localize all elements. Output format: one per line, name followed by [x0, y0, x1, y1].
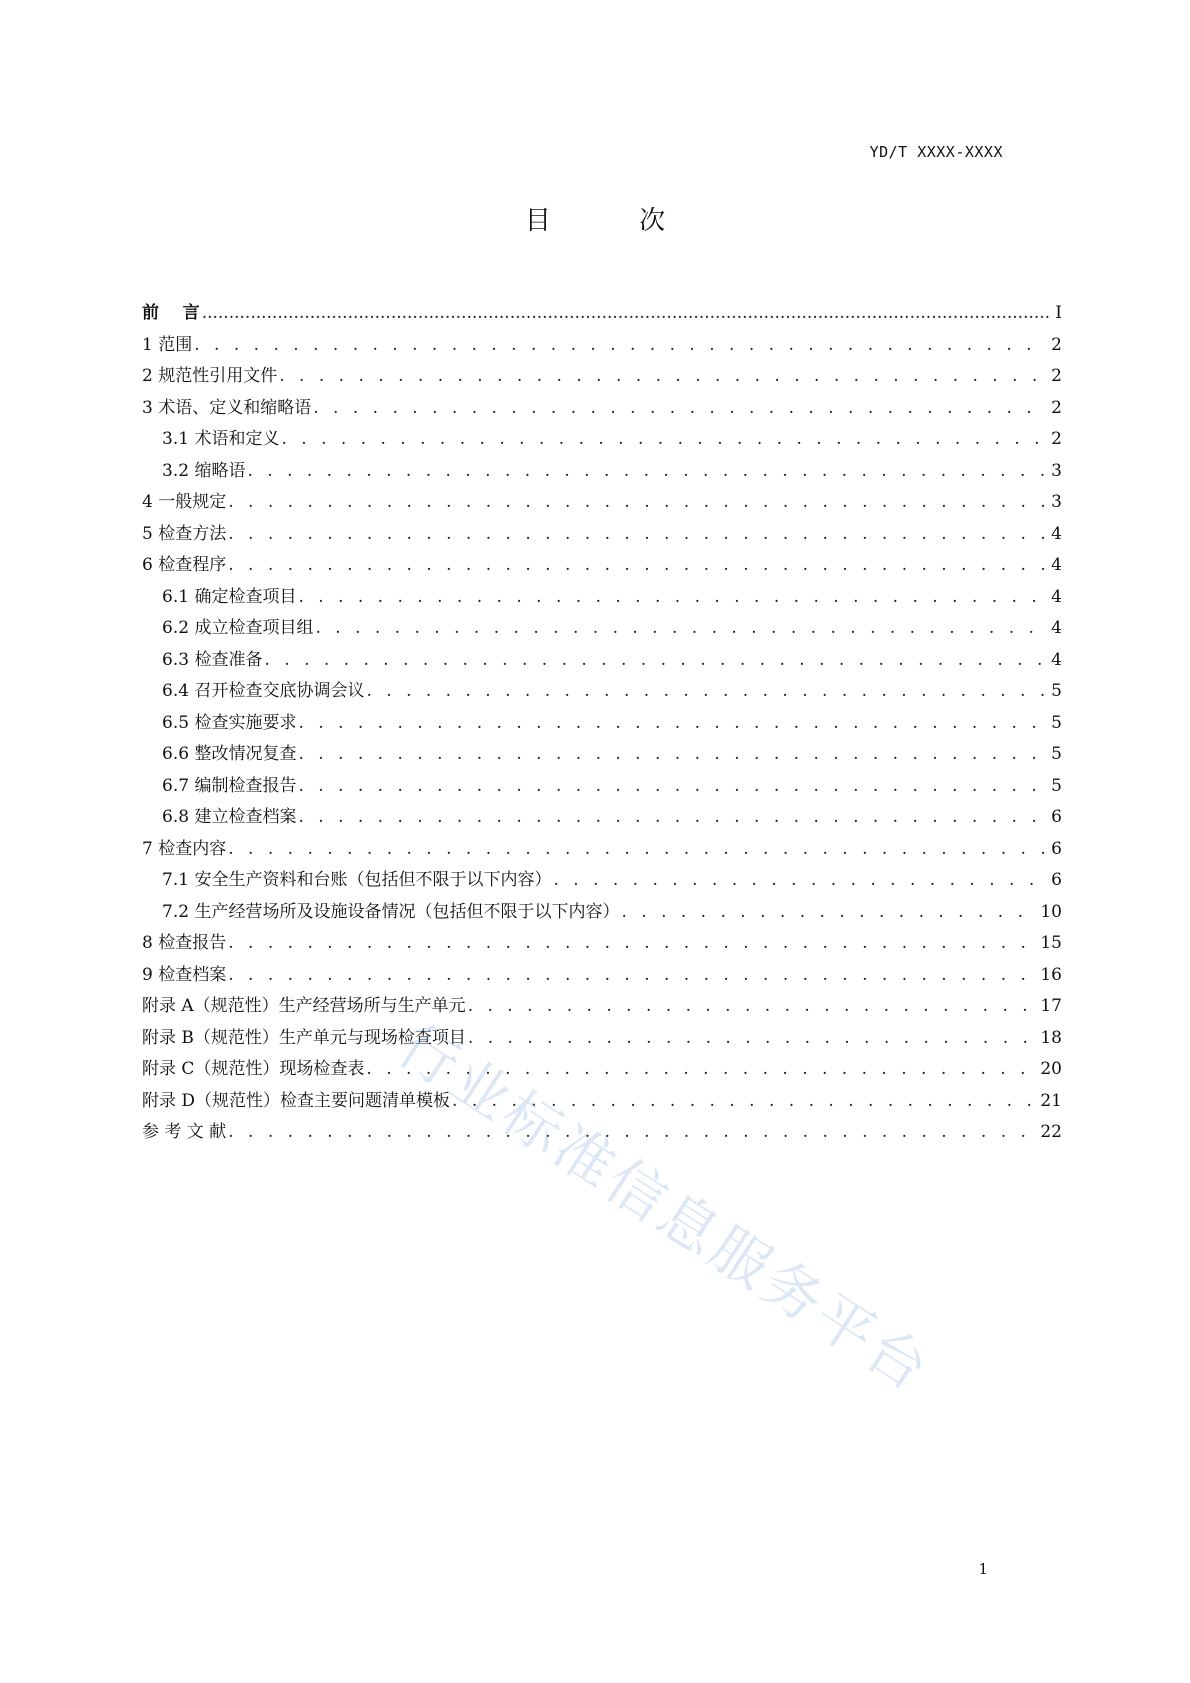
toc-leader-dots [228, 555, 1047, 575]
toc-entry-label: 7.1 安全生产资料和台账（包括但不限于以下内容） [162, 870, 552, 890]
toc-entry-label: 6.7 编制检查报告 [162, 775, 297, 796]
toc-entry-page: 6 [1051, 870, 1062, 890]
toc-entry-label: 6.8 建立检查档案 [162, 807, 297, 827]
toc-leader-dots [228, 933, 1036, 953]
toc-entry[interactable] [142, 1054, 1062, 1086]
toc-entry-label: 7 检查内容 [142, 838, 227, 859]
toc-entry[interactable] [142, 613, 1062, 645]
toc-entry[interactable] [142, 645, 1062, 677]
toc-entry[interactable] [142, 1023, 1062, 1055]
toc-entry-label: 1 范围 [142, 334, 193, 355]
toc-entry-page: 6 [1051, 807, 1062, 827]
toc-entry-page: 3 [1051, 492, 1062, 512]
toc-leader-dots [228, 492, 1047, 512]
toc-leader-dots [621, 902, 1036, 922]
toc-entry[interactable] [142, 487, 1062, 519]
toc-entry[interactable] [142, 928, 1062, 960]
toc-entry-label: 6.5 检查实施要求 [162, 712, 297, 733]
toc-entry-page: 5 [1051, 744, 1062, 764]
toc-entry-label: 6.4 召开检查交底协调会议 [162, 681, 365, 701]
toc-entry-label: 参 考 文 献 [142, 1122, 227, 1142]
toc-entry[interactable] [142, 550, 1062, 582]
toc-entry[interactable] [142, 298, 1062, 330]
toc-entry-page: 5 [1051, 775, 1062, 796]
toc-entry-page: 2 [1051, 429, 1062, 449]
toc-entry-label: 6.3 检查准备 [162, 649, 263, 670]
toc-entry-page: 2 [1051, 334, 1062, 355]
toc-leader-dots [315, 618, 1047, 638]
toc-entry-label: 9 检查档案 [142, 964, 227, 985]
toc-entry[interactable] [142, 771, 1062, 803]
table-of-contents [142, 298, 1062, 1149]
toc-leader-dots [298, 807, 1047, 827]
toc-leader-dots [298, 587, 1047, 607]
toc-entry[interactable] [142, 676, 1062, 708]
toc-leader-dots [298, 744, 1047, 764]
toc-entry-page: 2 [1051, 366, 1062, 386]
toc-entry-page: 17 [1040, 996, 1062, 1016]
toc-entry-label: 6 检查程序 [142, 555, 227, 575]
toc-entry[interactable] [142, 834, 1062, 866]
toc-entry[interactable] [142, 802, 1062, 834]
toc-leader-dots [366, 1059, 1036, 1079]
toc-entry-label: 3.2 缩略语 [162, 460, 246, 481]
toc-entry-label: 4 一般规定 [142, 492, 227, 512]
toc-entry[interactable] [142, 1086, 1062, 1118]
toc-leader-dots [468, 996, 1037, 1016]
document-code: YD/T XXXX-XXXX [869, 143, 1003, 161]
toc-leader-dots [194, 335, 1047, 355]
toc-entry-label: 6.6 整改情况复查 [162, 744, 297, 764]
toc-entry-label: 2 规范性引用文件 [142, 366, 278, 386]
toc-entry[interactable] [142, 361, 1062, 393]
toc-entry-label: 3.1 术语和定义 [162, 429, 280, 449]
toc-entry[interactable] [142, 991, 1062, 1023]
toc-entry-page: 6 [1051, 838, 1062, 859]
toc-leader-dots [228, 965, 1036, 985]
toc-leader-dots [281, 429, 1047, 449]
toc-entry-label: 7.2 生产经营场所及设施设备情况（包括但不限于以下内容） [162, 901, 620, 922]
toc-leader-dots [228, 839, 1047, 859]
toc-leader-dots [264, 650, 1047, 670]
toc-entry-label: 附录 C（规范性）现场检查表 [142, 1059, 365, 1079]
toc-entry-page: 4 [1051, 555, 1062, 575]
watermark: 行业标准信息服务平台 [385, 1010, 943, 1406]
toc-entry-page: 4 [1051, 618, 1062, 638]
toc-leader-dots [452, 1091, 1036, 1111]
toc-leader-dots [228, 1122, 1036, 1142]
toc-entry-label: 3 术语、定义和缩略语 [142, 397, 312, 418]
toc-entry-page: 21 [1040, 1090, 1062, 1111]
toc-entry[interactable] [142, 865, 1062, 897]
toc-entry-page: 22 [1040, 1122, 1062, 1142]
toc-leader-dots [279, 366, 1047, 386]
toc-entry-label: 6.2 成立检查项目组 [162, 618, 314, 638]
toc-entry-page: I [1055, 303, 1062, 323]
toc-entry-page: 4 [1051, 523, 1062, 544]
toc-entry[interactable] [142, 519, 1062, 551]
toc-entry-page: 5 [1051, 681, 1062, 701]
toc-entry-page: 20 [1040, 1059, 1062, 1079]
toc-entry[interactable] [142, 582, 1062, 614]
toc-entry-label: 附录 B（规范性）生产单元与现场检查项目 [142, 1027, 466, 1048]
toc-entry[interactable] [142, 1117, 1062, 1149]
toc-entry-page: 5 [1051, 712, 1062, 733]
toc-entry[interactable] [142, 424, 1062, 456]
toc-entry[interactable] [142, 960, 1062, 992]
toc-entry-page: 16 [1040, 964, 1062, 985]
toc-leader-dots [202, 303, 1052, 323]
toc-entry-label: 5 检查方法 [142, 523, 227, 544]
page-number: 1 [978, 1560, 988, 1578]
toc-title: 目 次 [524, 206, 706, 236]
toc-leader-dots [553, 870, 1047, 890]
toc-entry[interactable] [142, 330, 1062, 362]
toc-entry-page: 2 [1051, 397, 1062, 418]
toc-entry-label: 附录 A（规范性）生产经营场所与生产单元 [142, 996, 466, 1016]
toc-entry-page: 4 [1051, 586, 1062, 607]
toc-entry[interactable] [142, 739, 1062, 771]
toc-entry-label: 8 检查报告 [142, 933, 227, 953]
toc-entry[interactable] [142, 708, 1062, 740]
toc-leader-dots [298, 776, 1047, 796]
toc-entry-page: 3 [1051, 460, 1062, 481]
toc-entry[interactable] [142, 456, 1062, 488]
toc-leader-dots [468, 1028, 1036, 1048]
toc-entry-label: 附录 D（规范性）检查主要问题清单模板 [142, 1090, 451, 1111]
toc-leader-dots [366, 681, 1047, 701]
toc-entry-page: 18 [1040, 1027, 1062, 1048]
toc-leader-dots [313, 398, 1047, 418]
toc-entry-label: 6.1 确定检查项目 [162, 586, 297, 607]
toc-entry-page: 4 [1051, 649, 1062, 670]
toc-leader-dots [298, 713, 1047, 733]
toc-entry-page: 15 [1040, 933, 1062, 953]
toc-leader-dots [247, 461, 1047, 481]
toc-entry-page: 10 [1040, 901, 1062, 922]
toc-leader-dots [228, 524, 1047, 544]
toc-entry[interactable] [142, 393, 1062, 425]
toc-entry[interactable] [142, 897, 1062, 929]
toc-entry-label: 前 言 [142, 303, 200, 323]
